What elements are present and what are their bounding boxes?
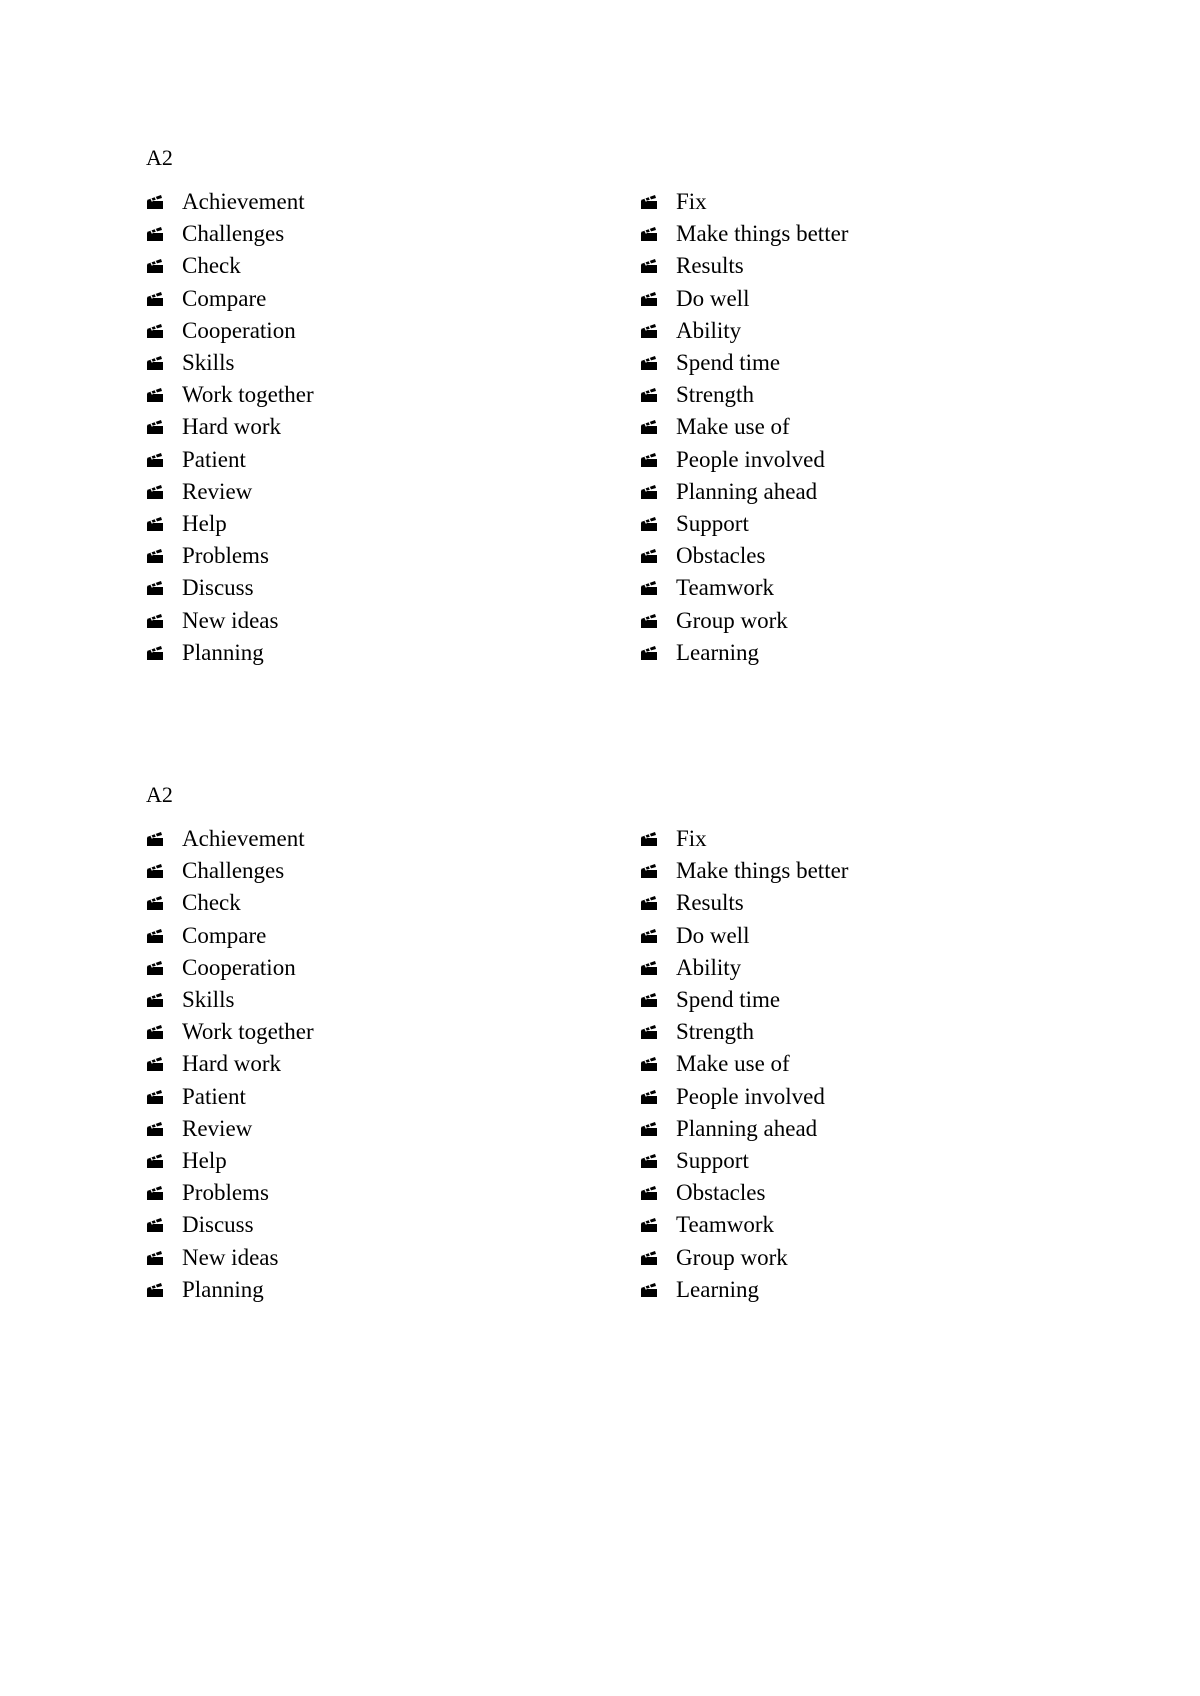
list-item: [146, 887, 314, 919]
list-item: [640, 283, 848, 315]
list-item: [146, 1113, 314, 1145]
list-item-text: Cooperation: [182, 317, 296, 343]
clapperboard-icon: [146, 323, 182, 339]
list-item: [146, 186, 314, 218]
list-item: [146, 920, 314, 952]
clapperboard-icon: [146, 1056, 182, 1072]
list-item-text: Review: [182, 1115, 253, 1141]
list-item: [640, 920, 848, 952]
list-item: [640, 855, 848, 887]
list-item: [640, 476, 848, 508]
list-item-text: Planning: [182, 639, 264, 665]
clapperboard-icon: [640, 291, 676, 307]
list-item-text: Patient: [182, 446, 246, 472]
list-item-text: Results: [676, 253, 744, 279]
list-item: [640, 1145, 848, 1177]
clapperboard-icon: [146, 645, 182, 661]
list-item: [640, 984, 848, 1016]
clapperboard-icon: [146, 928, 182, 944]
word-list-section-2: [146, 779, 1126, 1303]
list-item-text: Obstacles: [676, 543, 766, 569]
list-item-text: Strength: [676, 1019, 754, 1045]
list-item: [146, 1145, 314, 1177]
clapperboard-icon: [640, 863, 676, 879]
left-word-list: [146, 186, 314, 669]
list-item-text: Ability: [676, 317, 742, 343]
list-item-text: Work together: [182, 382, 314, 408]
list-item: [640, 1177, 848, 1209]
clapperboard-icon: [640, 928, 676, 944]
list-item: [640, 1209, 848, 1241]
list-item-text: Spend time: [676, 350, 781, 376]
clapperboard-icon: [640, 992, 676, 1008]
clapperboard-icon: [146, 484, 182, 500]
clapperboard-icon: [146, 895, 182, 911]
list-item-text: Support: [676, 510, 749, 536]
list-item: [146, 1241, 314, 1273]
clapperboard-icon: [640, 194, 676, 210]
clapperboard-icon: [146, 863, 182, 879]
list-item-text: Challenges: [182, 221, 285, 247]
clapperboard-icon: [146, 1121, 182, 1137]
clapperboard-icon: [146, 1250, 182, 1266]
list-item-text: Spend time: [676, 987, 781, 1013]
list-item-text: Learning: [676, 639, 760, 665]
list-item: [146, 823, 314, 855]
clapperboard-icon: [146, 194, 182, 210]
list-item: [146, 315, 314, 347]
clapperboard-icon: [146, 452, 182, 468]
clapperboard-icon: [640, 258, 676, 274]
list-item-text: Make things better: [676, 221, 849, 247]
list-item: [640, 1016, 848, 1048]
list-item-text: People involved: [676, 1083, 825, 1109]
clapperboard-icon: [146, 1282, 182, 1298]
list-item: [640, 411, 848, 443]
clapperboard-icon: [146, 226, 182, 242]
clapperboard-icon: [640, 895, 676, 911]
list-item: [146, 540, 314, 572]
list-item-text: Teamwork: [676, 575, 775, 601]
list-item-text: People involved: [676, 446, 825, 472]
clapperboard-icon: [146, 516, 182, 532]
list-item-text: Hard work: [182, 1051, 281, 1077]
list-item-text: Do well: [676, 285, 750, 311]
list-item: [146, 218, 314, 250]
list-item: [640, 218, 848, 250]
list-item-text: Support: [676, 1147, 749, 1173]
list-item-text: Results: [676, 890, 744, 916]
clapperboard-icon: [640, 387, 676, 403]
list-item: [146, 250, 314, 282]
clapperboard-icon: [640, 1056, 676, 1072]
list-item: [640, 1048, 848, 1080]
list-item-text: Make use of: [676, 414, 790, 440]
list-item-text: Problems: [182, 1180, 269, 1206]
list-item-text: Hard work: [182, 414, 281, 440]
list-item: [146, 444, 314, 476]
list-item: [640, 1274, 848, 1306]
clapperboard-icon: [640, 831, 676, 847]
clapperboard-icon: [640, 1250, 676, 1266]
list-item: [640, 508, 848, 540]
list-item-text: Help: [182, 1147, 227, 1173]
list-item-text: Strength: [676, 382, 754, 408]
list-item-text: Achievement: [182, 826, 305, 852]
clapperboard-icon: [146, 1153, 182, 1169]
clapperboard-icon: [146, 960, 182, 976]
list-item-text: Obstacles: [676, 1180, 766, 1206]
list-item: [146, 1016, 314, 1048]
list-item-text: Planning ahead: [676, 478, 818, 504]
list-item: [146, 604, 314, 636]
clapperboard-icon: [640, 452, 676, 468]
word-columns: [146, 823, 1126, 1303]
list-item: [640, 1241, 848, 1273]
list-item: [146, 1048, 314, 1080]
list-item: [640, 887, 848, 919]
clapperboard-icon: [640, 580, 676, 596]
list-item: [146, 1274, 314, 1306]
word-list-section-1: [146, 142, 1126, 666]
list-item-text: Work together: [182, 1019, 314, 1045]
clapperboard-icon: [146, 355, 182, 371]
section-heading: A2: [146, 145, 173, 170]
clapperboard-icon: [640, 1217, 676, 1233]
list-item-text: Challenges: [182, 858, 285, 884]
word-columns: [146, 186, 1126, 666]
clapperboard-icon: [640, 323, 676, 339]
clapperboard-icon: [640, 548, 676, 564]
list-item-text: Check: [182, 253, 241, 279]
list-item: [146, 283, 314, 315]
clapperboard-icon: [146, 831, 182, 847]
list-item-text: New ideas: [182, 607, 279, 633]
list-item: [640, 379, 848, 411]
clapperboard-icon: [146, 419, 182, 435]
list-item-text: Planning: [182, 1276, 264, 1302]
list-item-text: Group work: [676, 607, 788, 633]
list-item-text: Compare: [182, 922, 267, 948]
section-heading: A2: [146, 782, 173, 807]
list-item: [146, 379, 314, 411]
list-item-text: Compare: [182, 285, 267, 311]
clapperboard-icon: [146, 1217, 182, 1233]
list-item-text: Make things better: [676, 858, 849, 884]
clapperboard-icon: [146, 992, 182, 1008]
list-item-text: Planning ahead: [676, 1115, 818, 1141]
list-item: [146, 347, 314, 379]
list-item: [640, 952, 848, 984]
clapperboard-icon: [146, 387, 182, 403]
right-word-list: [640, 186, 848, 669]
clapperboard-icon: [640, 1089, 676, 1105]
list-item-text: Ability: [676, 954, 742, 980]
list-item: [146, 508, 314, 540]
list-item-text: Fix: [676, 826, 707, 852]
list-item: [640, 540, 848, 572]
clapperboard-icon: [640, 960, 676, 976]
clapperboard-icon: [640, 419, 676, 435]
clapperboard-icon: [640, 645, 676, 661]
list-item: [146, 572, 314, 604]
list-item: [640, 250, 848, 282]
clapperboard-icon: [640, 226, 676, 242]
list-item: [640, 572, 848, 604]
list-item-text: Achievement: [182, 189, 305, 215]
clapperboard-icon: [640, 613, 676, 629]
list-item-text: Cooperation: [182, 954, 296, 980]
list-item: [640, 315, 848, 347]
list-item: [640, 444, 848, 476]
clapperboard-icon: [146, 613, 182, 629]
list-item-text: Check: [182, 890, 241, 916]
list-item: [640, 1081, 848, 1113]
list-item: [146, 1081, 314, 1113]
list-item-text: Make use of: [676, 1051, 790, 1077]
list-item: [146, 1209, 314, 1241]
clapperboard-icon: [640, 484, 676, 500]
list-item-text: Patient: [182, 1083, 246, 1109]
list-item-text: Fix: [676, 189, 707, 215]
list-item-text: New ideas: [182, 1244, 279, 1270]
clapperboard-icon: [146, 258, 182, 274]
list-item: [640, 604, 848, 636]
right-word-list: [640, 823, 848, 1306]
list-item: [640, 347, 848, 379]
list-item-text: Problems: [182, 543, 269, 569]
list-item: [146, 1177, 314, 1209]
list-item: [146, 637, 314, 669]
clapperboard-icon: [146, 1185, 182, 1201]
list-item: [146, 411, 314, 443]
clapperboard-icon: [146, 580, 182, 596]
clapperboard-icon: [146, 291, 182, 307]
clapperboard-icon: [146, 1024, 182, 1040]
clapperboard-icon: [640, 1153, 676, 1169]
list-item-text: Skills: [182, 350, 235, 376]
list-item-text: Teamwork: [676, 1212, 775, 1238]
clapperboard-icon: [640, 1185, 676, 1201]
list-item-text: Group work: [676, 1244, 788, 1270]
clapperboard-icon: [640, 1282, 676, 1298]
clapperboard-icon: [640, 516, 676, 532]
list-item-text: Do well: [676, 922, 750, 948]
list-item: [146, 952, 314, 984]
list-item-text: Review: [182, 478, 253, 504]
list-item: [146, 476, 314, 508]
clapperboard-icon: [640, 1024, 676, 1040]
list-item-text: Learning: [676, 1276, 760, 1302]
list-item: [640, 186, 848, 218]
list-item-text: Discuss: [182, 1212, 254, 1238]
list-item-text: Discuss: [182, 575, 254, 601]
clapperboard-icon: [640, 1121, 676, 1137]
list-item: [640, 637, 848, 669]
left-word-list: [146, 823, 314, 1306]
list-item: [146, 984, 314, 1016]
list-item-text: Skills: [182, 987, 235, 1013]
clapperboard-icon: [640, 355, 676, 371]
list-item-text: Help: [182, 510, 227, 536]
list-item: [146, 855, 314, 887]
list-item: [640, 1113, 848, 1145]
clapperboard-icon: [146, 1089, 182, 1105]
list-item: [640, 823, 848, 855]
clapperboard-icon: [146, 548, 182, 564]
